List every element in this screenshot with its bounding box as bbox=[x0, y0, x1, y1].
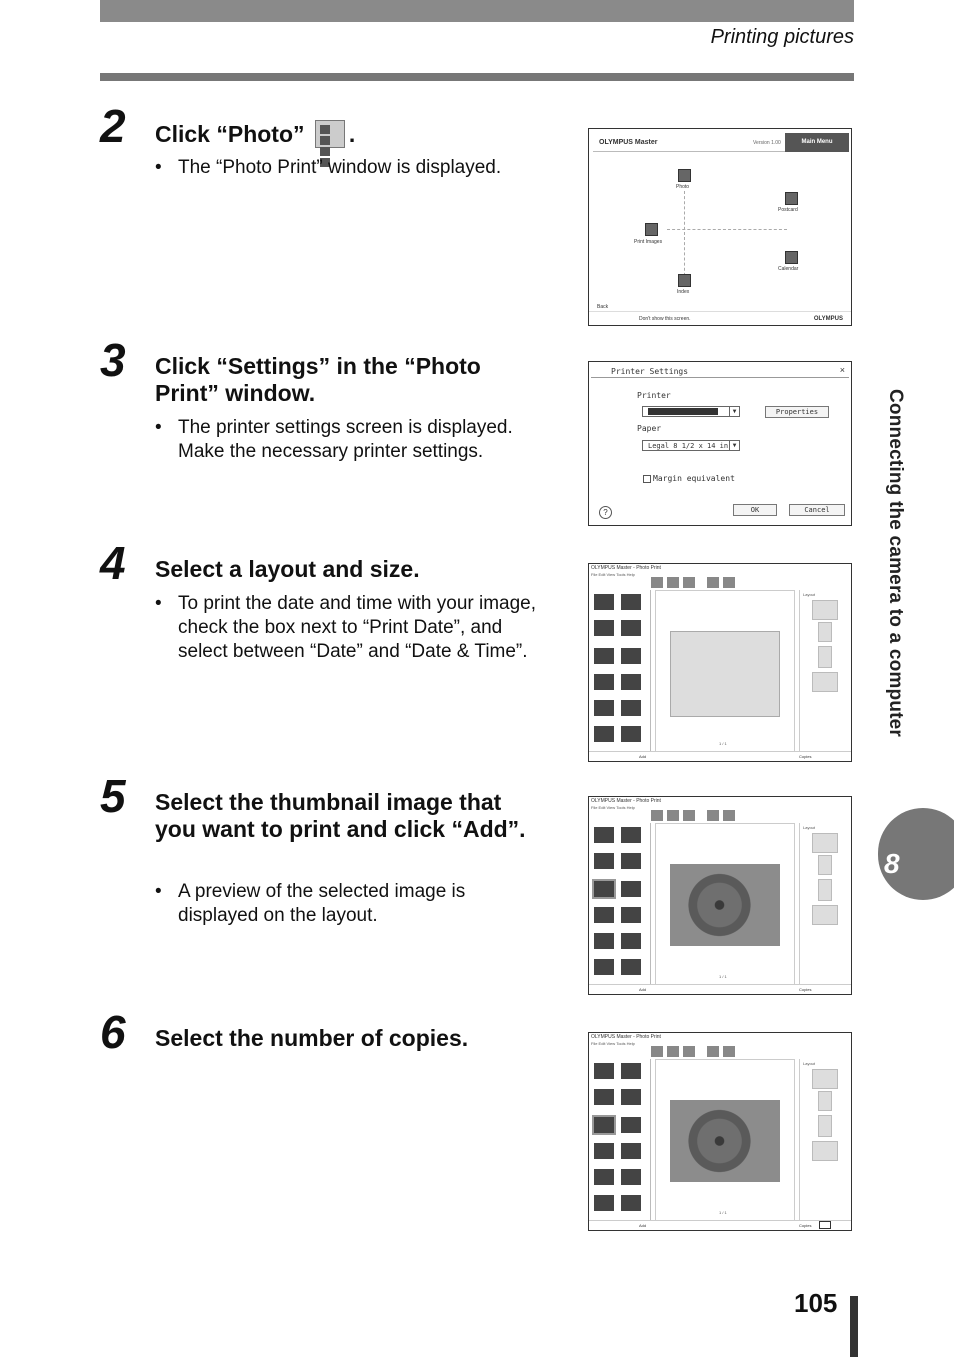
main-menu-footer bbox=[589, 311, 851, 325]
thumbnail[interactable] bbox=[594, 933, 614, 949]
page-indicator: 1 / 1 bbox=[719, 1210, 727, 1215]
thumbnail[interactable] bbox=[621, 1169, 641, 1185]
thumbnail[interactable] bbox=[621, 1063, 641, 1079]
version-label: Version 1.00 bbox=[753, 140, 781, 146]
thumbnail[interactable] bbox=[594, 700, 614, 716]
layout-option[interactable] bbox=[812, 1141, 838, 1161]
toolbar-button[interactable] bbox=[707, 1046, 719, 1057]
print-images-icon[interactable] bbox=[645, 223, 658, 236]
layout-option[interactable] bbox=[812, 1069, 838, 1089]
photo-icon[interactable] bbox=[678, 169, 691, 182]
thumbnail[interactable] bbox=[621, 959, 641, 975]
step-5-title: Select the thumbnail image that you want to print and click “Add”. bbox=[155, 789, 526, 842]
thumbnail[interactable] bbox=[621, 700, 641, 716]
paper-select[interactable] bbox=[642, 440, 740, 451]
calendar-icon[interactable] bbox=[785, 251, 798, 264]
thumbnail[interactable] bbox=[594, 1195, 614, 1211]
photo-print-footer bbox=[589, 751, 851, 761]
step-5-number: 5 bbox=[100, 770, 126, 822]
main-menu-button[interactable]: Main Menu bbox=[785, 133, 849, 152]
printer-label: Printer bbox=[637, 391, 671, 400]
empty-layout-slot[interactable] bbox=[670, 631, 780, 717]
window-title: OLYMPUS Master - Photo Print bbox=[591, 565, 661, 571]
section-title: Printing pictures bbox=[710, 26, 854, 48]
thumbnail-panel bbox=[591, 823, 651, 985]
window-title: OLYMPUS Master - Photo Print bbox=[591, 1034, 661, 1040]
cancel-button[interactable]: Cancel bbox=[789, 504, 845, 516]
header-bar bbox=[100, 0, 854, 22]
thumbnail-selected[interactable] bbox=[594, 881, 614, 897]
layout-label: Layout bbox=[803, 825, 816, 830]
menu-bar: File Edit View Tools Help bbox=[591, 1041, 635, 1046]
layout-option[interactable] bbox=[818, 622, 832, 642]
thumbnail[interactable] bbox=[621, 881, 641, 897]
page-indicator: 1 / 1 bbox=[719, 974, 727, 979]
flower-photo-preview[interactable] bbox=[670, 1100, 780, 1182]
header-rule bbox=[100, 73, 854, 81]
photo-print-layout-screenshot bbox=[588, 563, 852, 762]
layout-preview bbox=[655, 823, 795, 985]
properties-button[interactable]: Properties bbox=[765, 406, 829, 418]
photo-label: Photo bbox=[676, 184, 690, 190]
photo-print-preview-screenshot bbox=[588, 796, 852, 995]
layout-option[interactable] bbox=[818, 1115, 832, 1137]
thumbnail[interactable] bbox=[621, 827, 641, 843]
thumbnail[interactable] bbox=[594, 674, 614, 690]
thumbnail[interactable] bbox=[621, 1195, 641, 1211]
page-number-bar bbox=[850, 1296, 858, 1357]
toolbar-button[interactable] bbox=[667, 577, 679, 588]
thumbnail[interactable] bbox=[621, 620, 641, 636]
step-4-title: Select a layout and size. bbox=[155, 556, 420, 582]
flower-photo-preview[interactable] bbox=[670, 864, 780, 946]
printer-select[interactable] bbox=[642, 406, 740, 417]
copies-label: Copies bbox=[799, 1223, 812, 1228]
thumbnail[interactable] bbox=[594, 827, 614, 843]
chevron-down-icon: ▼ bbox=[729, 407, 739, 416]
dialog-title: Printer Settings bbox=[611, 367, 689, 376]
layout-option[interactable] bbox=[818, 855, 832, 875]
thumbnail[interactable] bbox=[594, 907, 614, 923]
layout-panel bbox=[799, 823, 849, 985]
layout-option[interactable] bbox=[812, 672, 838, 692]
toolbar-button[interactable] bbox=[651, 1046, 663, 1057]
step-6-number: 6 bbox=[100, 1006, 126, 1058]
photo-grid-icon bbox=[315, 120, 345, 148]
layout-panel bbox=[799, 590, 849, 752]
thumbnail[interactable] bbox=[621, 1117, 641, 1133]
page-number: 105 bbox=[794, 1288, 838, 1318]
thumbnail[interactable] bbox=[621, 648, 641, 664]
photo-print-copies-screenshot bbox=[588, 1032, 852, 1231]
index-icon[interactable] bbox=[678, 274, 691, 287]
page-indicator: 1 / 1 bbox=[719, 741, 727, 746]
calendar-label: Calendar bbox=[778, 266, 799, 272]
thumbnail-panel bbox=[591, 1059, 651, 1221]
toolbar-button[interactable] bbox=[651, 577, 663, 588]
paper-value: Legal 8 1/2 x 14 in bbox=[648, 442, 729, 450]
brand-label: OLYMPUS Master bbox=[599, 139, 658, 146]
thumbnail[interactable] bbox=[621, 674, 641, 690]
thumbnail[interactable] bbox=[621, 933, 641, 949]
step-6-title: Select the number of copies. bbox=[155, 1025, 469, 1051]
thumbnail[interactable] bbox=[621, 1143, 641, 1159]
step-4-number: 4 bbox=[100, 537, 126, 589]
toolbar-button[interactable] bbox=[723, 577, 735, 588]
connector-line bbox=[667, 229, 787, 230]
thumbnail[interactable] bbox=[594, 726, 614, 742]
thumbnail[interactable] bbox=[594, 853, 614, 869]
thumbnail[interactable] bbox=[594, 594, 614, 610]
step-4-bullet: • To print the date and time with your image, check the box next to “Print Date”, and select between “Date” and “Date & Time”. bbox=[155, 592, 550, 664]
toolbar-button[interactable] bbox=[723, 810, 735, 821]
layout-label: Layout bbox=[803, 1061, 816, 1066]
thumbnail[interactable] bbox=[594, 1089, 614, 1105]
paper-label: Paper bbox=[637, 424, 662, 433]
thumbnail[interactable] bbox=[594, 620, 614, 636]
step-2-bullet: • The “Photo Print” window is displayed. bbox=[155, 156, 550, 180]
thumbnail-selected[interactable] bbox=[594, 1117, 614, 1133]
chapter-number: 8 bbox=[884, 848, 900, 879]
layout-preview bbox=[655, 590, 795, 752]
print-images-label: Print Images bbox=[634, 239, 663, 245]
thumbnail[interactable] bbox=[594, 1169, 614, 1185]
copies-stepper[interactable] bbox=[819, 1221, 831, 1229]
printer-name-redacted bbox=[648, 408, 718, 415]
main-menu-screenshot bbox=[588, 128, 852, 326]
layout-label: Layout bbox=[803, 592, 816, 597]
margin-checkbox[interactable] bbox=[643, 475, 651, 483]
margin-checkbox-label: Margin equivalent bbox=[653, 474, 735, 483]
toolbar-button[interactable] bbox=[683, 577, 695, 588]
help-icon[interactable]: ? bbox=[599, 506, 612, 519]
connector-line bbox=[684, 191, 685, 281]
thumbnail[interactable] bbox=[594, 959, 614, 975]
step-3-number: 3 bbox=[100, 334, 126, 386]
toolbar-button[interactable] bbox=[667, 810, 679, 821]
toolbar-button[interactable] bbox=[707, 810, 719, 821]
olympus-logo: OLYMPUS bbox=[813, 316, 843, 322]
thumbnail[interactable] bbox=[621, 907, 641, 923]
add-button[interactable]: Add bbox=[639, 1223, 647, 1228]
back-link[interactable]: Back bbox=[597, 304, 609, 310]
photo-print-footer bbox=[589, 984, 851, 994]
layout-preview bbox=[655, 1059, 795, 1221]
thumbnail[interactable] bbox=[594, 1063, 614, 1079]
layout-option[interactable] bbox=[818, 1091, 832, 1111]
step-2-title-end: . bbox=[348, 121, 356, 147]
thumbnail[interactable] bbox=[594, 1143, 614, 1159]
layout-option[interactable] bbox=[812, 600, 838, 620]
thumbnail[interactable] bbox=[621, 594, 641, 610]
photo-print-footer bbox=[589, 1220, 851, 1230]
dont-show-checkbox[interactable]: Don't show this screen. bbox=[639, 316, 691, 322]
index-label: Index bbox=[677, 289, 690, 295]
postcard-icon[interactable] bbox=[785, 192, 798, 205]
chevron-down-icon: ▼ bbox=[729, 441, 739, 450]
add-button[interactable]: Add bbox=[639, 987, 647, 992]
toolbar-button[interactable] bbox=[683, 810, 695, 821]
toolbar-button[interactable] bbox=[707, 577, 719, 588]
window-title: OLYMPUS Master - Photo Print bbox=[591, 798, 661, 804]
layout-panel bbox=[799, 1059, 849, 1221]
thumbnail[interactable] bbox=[621, 726, 641, 742]
step-3-title: Click “Settings” in the “Photo Print” window. bbox=[155, 353, 481, 406]
step-3-bullet: • The printer settings screen is displayed. Make the necessary printer settings. bbox=[155, 416, 550, 464]
postcard-label: Postcard bbox=[778, 207, 798, 213]
thumbnail-panel bbox=[591, 590, 651, 752]
chapter-side-title: Connecting the camera to a computer bbox=[885, 389, 906, 738]
thumbnail[interactable] bbox=[621, 1089, 641, 1105]
layout-option[interactable] bbox=[818, 646, 832, 668]
printer-settings-screenshot bbox=[588, 361, 852, 526]
main-menu-header bbox=[593, 133, 849, 152]
add-button[interactable]: Add bbox=[639, 754, 647, 759]
copies-label: Copies bbox=[799, 754, 812, 759]
menu-bar: File Edit View Tools Help bbox=[591, 572, 635, 577]
toolbar-button[interactable] bbox=[667, 1046, 679, 1057]
toolbar-button[interactable] bbox=[683, 1046, 695, 1057]
copies-label: Copies bbox=[799, 987, 812, 992]
layout-option[interactable] bbox=[818, 879, 832, 901]
toolbar-button[interactable] bbox=[651, 810, 663, 821]
layout-option[interactable] bbox=[812, 833, 838, 853]
step-2-number: 2 bbox=[100, 100, 126, 152]
step-2-title-text: Click “Photo” bbox=[155, 121, 305, 147]
step-2-title bbox=[155, 120, 545, 148]
toolbar-button[interactable] bbox=[723, 1046, 735, 1057]
layout-option[interactable] bbox=[812, 905, 838, 925]
close-icon[interactable]: × bbox=[839, 365, 845, 375]
thumbnail[interactable] bbox=[621, 853, 641, 869]
ok-button[interactable]: OK bbox=[733, 504, 777, 516]
menu-bar: File Edit View Tools Help bbox=[591, 805, 635, 810]
step-5-bullet: • A preview of the selected image is displayed on the layout. bbox=[155, 880, 550, 928]
dialog-titlebar bbox=[591, 364, 849, 378]
thumbnail[interactable] bbox=[594, 648, 614, 664]
